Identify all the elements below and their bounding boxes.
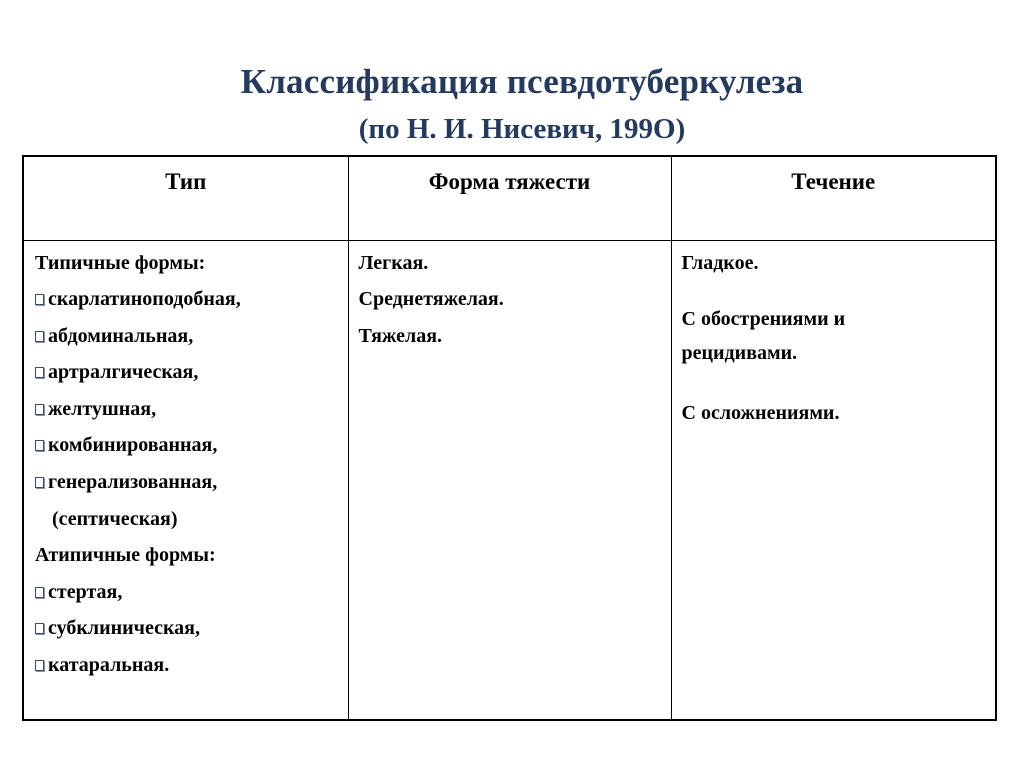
checkbox-bullet-icon [35, 623, 44, 634]
list-item [34, 399, 338, 419]
typical-forms-heading: Типичные формы: [35, 251, 206, 274]
checkbox-bullet-icon [35, 367, 44, 378]
list-item-label: комбинированная, [48, 434, 218, 457]
checkbox-bullet-icon [35, 404, 44, 415]
checkbox-bullet-icon [35, 660, 44, 671]
header-course: Течение [671, 156, 996, 240]
table-header-row [23, 156, 996, 240]
severity-cell [348, 240, 671, 720]
list-item-label: артралгическая, [48, 361, 199, 384]
header-severity: Форма тяжести [348, 156, 671, 240]
list-item [34, 289, 338, 309]
list-item [34, 655, 338, 675]
list-item-label: генерализованная, [48, 471, 218, 494]
checkbox-bullet-icon [35, 477, 44, 488]
slide-title: Классификация псевдотуберкулеза [240, 62, 804, 101]
checkbox-bullet-icon [35, 440, 44, 451]
table-body-row [23, 240, 996, 720]
course-smooth: Гладкое. [681, 251, 759, 274]
list-item-label: скарлатиноподобная, [48, 288, 241, 311]
checkbox-bullet-icon [35, 331, 44, 342]
course-complications: С осложнениями. [681, 401, 840, 424]
course-exacerbations-line2: рецидивами. [681, 341, 798, 364]
list-item-label: стертая, [48, 580, 123, 603]
course-exacerbations-line1: С обострениями и [681, 307, 846, 330]
severity-severe: Тяжелая. [358, 324, 443, 347]
list-item [34, 362, 338, 382]
list-item-continuation: (септическая) [52, 507, 178, 530]
severity-mild: Легкая. [358, 251, 429, 274]
list-item [34, 326, 338, 346]
list-item-label: катаральная. [48, 654, 170, 677]
slide-subtitle: (по Н. И. Нисевич, 199О) [358, 113, 686, 145]
header-type: Тип [23, 156, 348, 240]
atypical-forms-heading: Атипичные формы: [35, 544, 216, 567]
list-item-label: абдоминальная, [48, 324, 194, 347]
list-item [34, 472, 338, 492]
checkbox-bullet-icon [35, 294, 44, 305]
list-item [34, 618, 338, 638]
list-item [34, 435, 338, 455]
list-item [34, 582, 338, 602]
severity-moderate: Среднетяжелая. [358, 288, 504, 311]
checkbox-bullet-icon [35, 587, 44, 598]
type-cell [23, 240, 348, 720]
list-item-label: желтушная, [48, 397, 157, 420]
course-cell [671, 240, 996, 720]
classification-table [22, 155, 997, 721]
list-item-label: субклиническая, [48, 617, 200, 640]
